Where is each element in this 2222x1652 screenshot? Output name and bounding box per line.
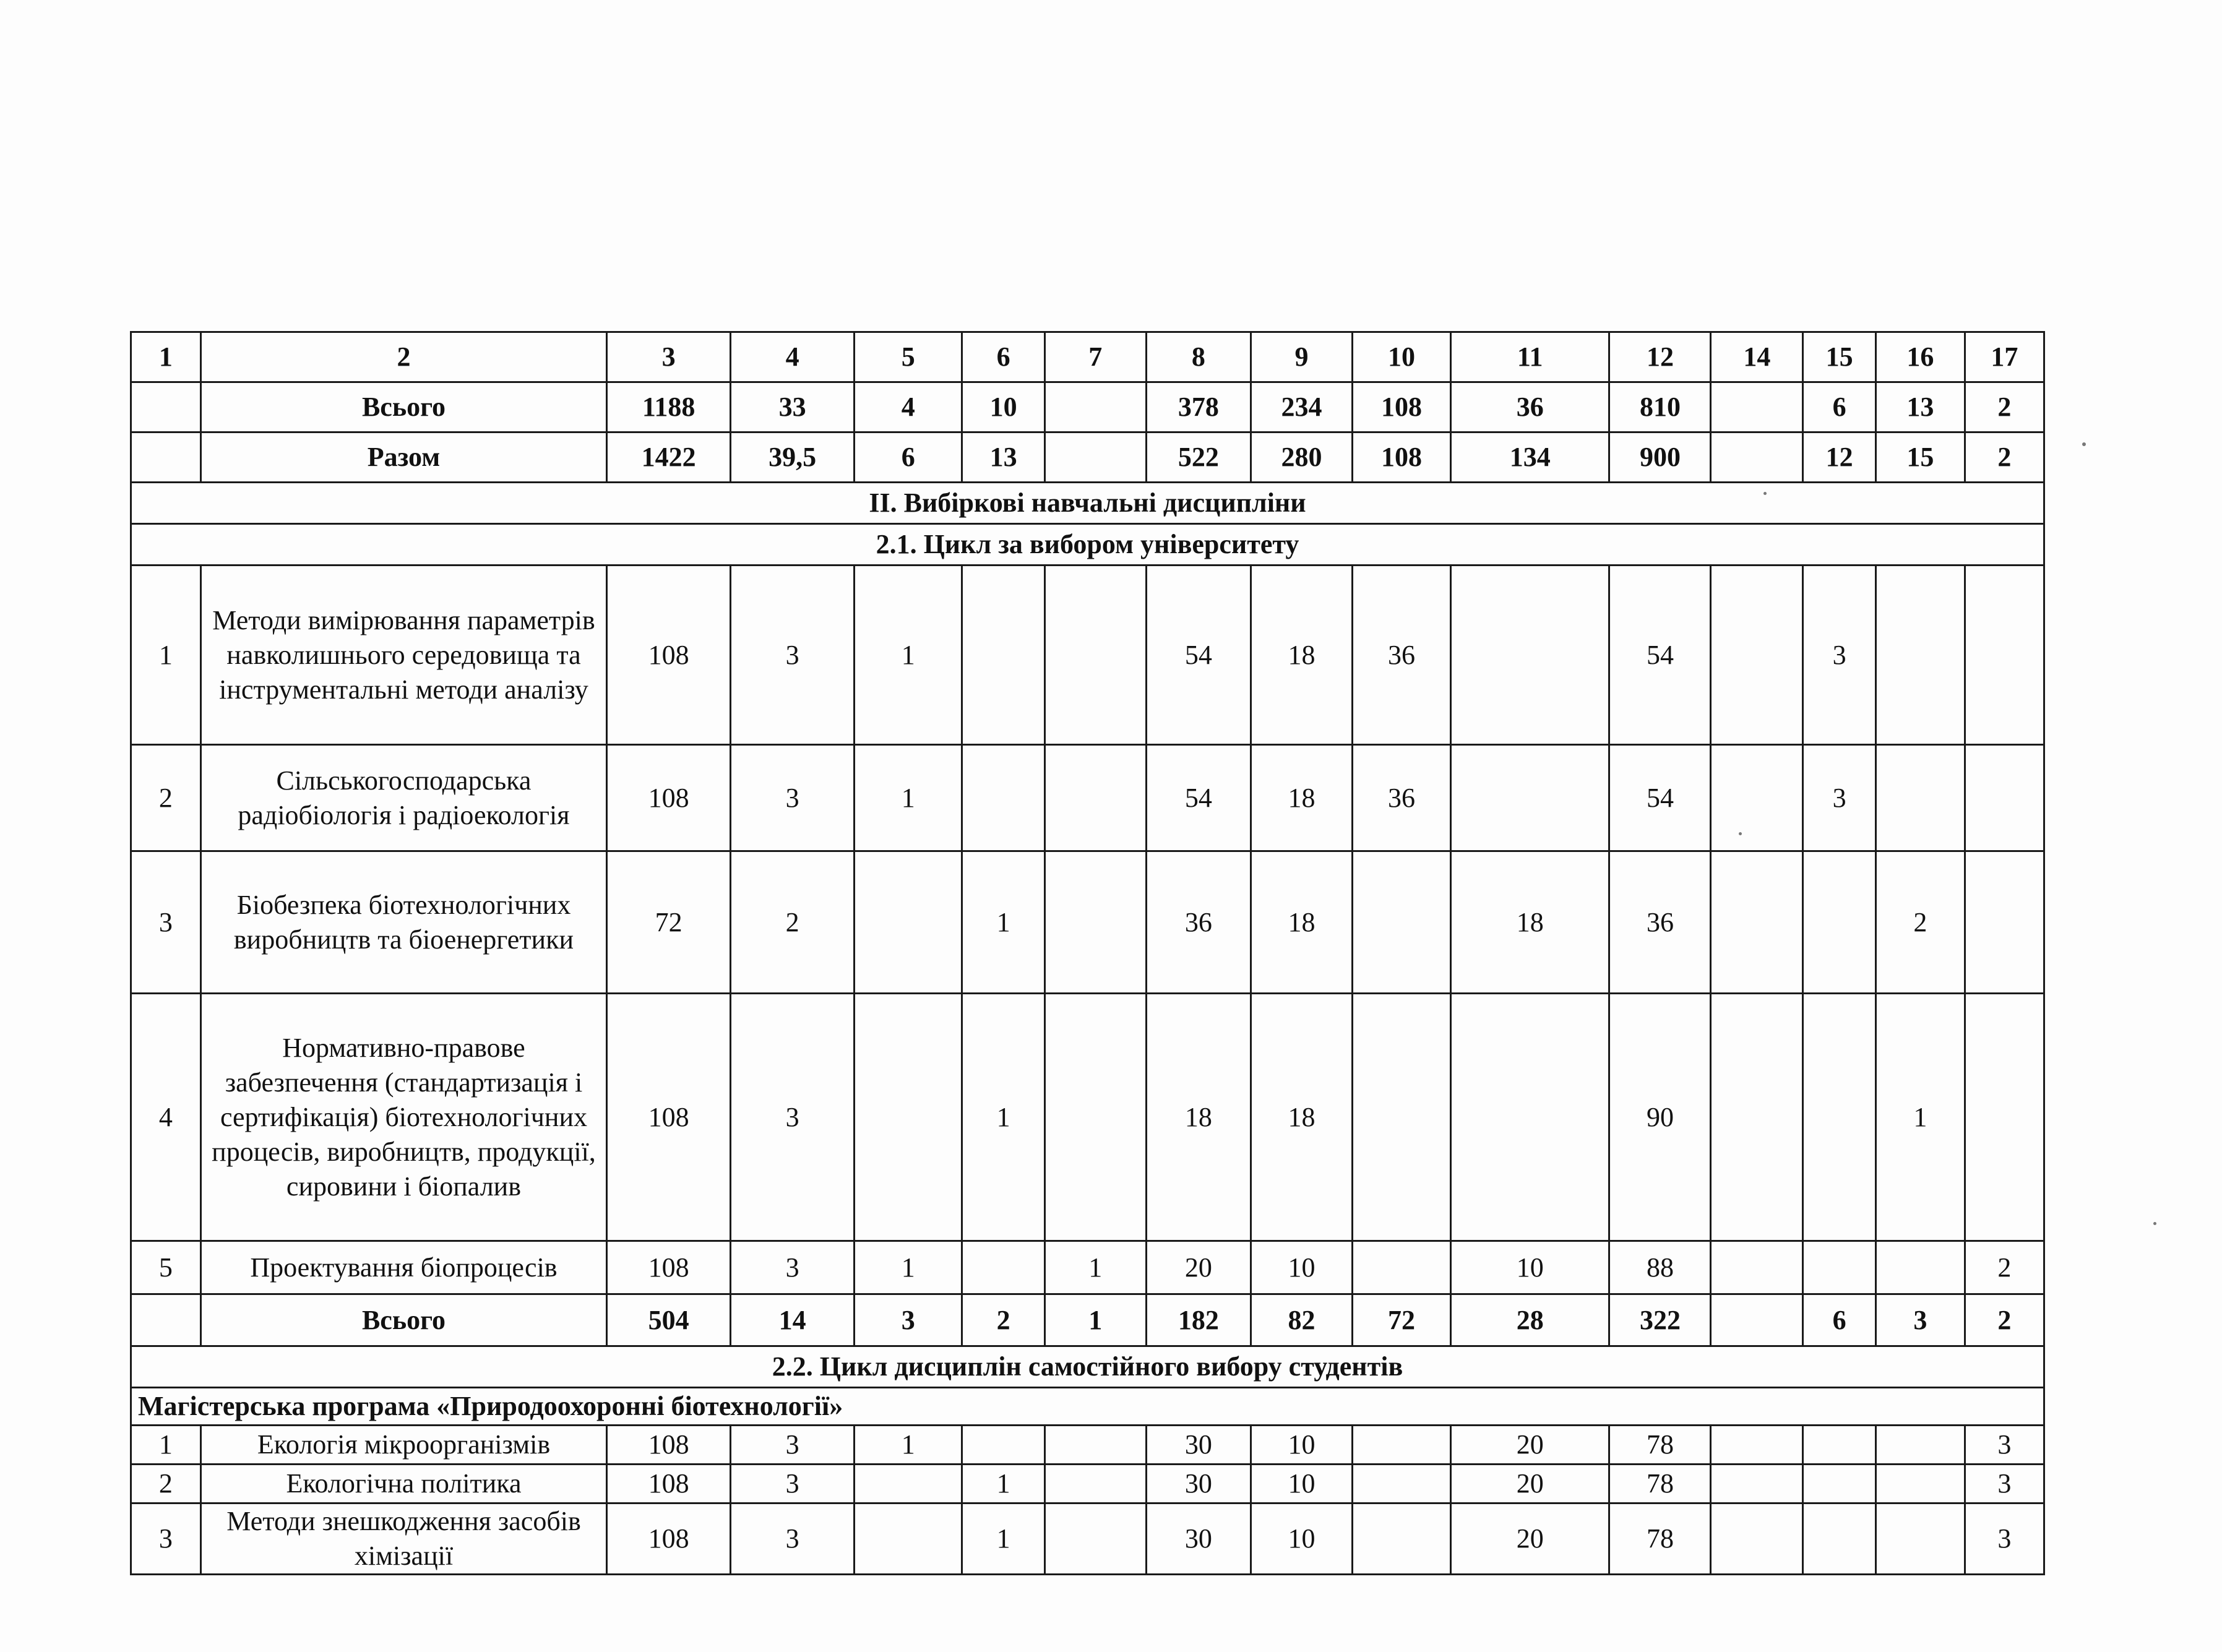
program-title-row [131,1388,2044,1426]
subsection-title: 2.1. Цикл за вибором університету [131,524,2044,566]
value-cell: 3 [731,1426,855,1465]
value-cell: 1 [962,1504,1044,1575]
value-cell [1803,1465,1876,1504]
value-cell [1353,851,1451,994]
value-cell: 2 [731,851,855,994]
row-number: 1 [131,1426,201,1465]
value-cell: 3 [731,566,855,745]
value-cell: 3 [731,1504,855,1575]
value-cell [1711,566,1803,745]
value-cell: 82 [1251,1294,1353,1346]
column-header-1: 1 [131,332,201,382]
value-cell [1965,851,2044,994]
discipline-row [131,851,2044,994]
column-header-14: 14 [1711,332,1803,382]
column-header-4: 4 [731,332,855,382]
value-cell [855,994,962,1241]
value-cell [1044,432,1146,483]
value-cell: 108 [1353,432,1451,483]
value-cell: 6 [855,432,962,483]
value-cell: 18 [1251,851,1353,994]
value-cell: 1 [855,745,962,851]
value-cell: 504 [607,1294,731,1346]
value-cell: 90 [1609,994,1711,1241]
discipline-name: Екологічна політика [200,1465,606,1504]
program-title: Магістерська програма «Природоохоронні біотехнології» [131,1388,2044,1426]
value-cell [855,851,962,994]
value-cell: 20 [1146,1241,1251,1294]
value-cell [962,1241,1044,1294]
value-cell [1044,745,1146,851]
value-cell: 900 [1609,432,1711,483]
value-cell: 10 [1251,1504,1353,1575]
value-cell: 2 [1876,851,1965,994]
value-cell [1965,745,2044,851]
value-cell [1711,851,1803,994]
column-header-15: 15 [1803,332,1876,382]
value-cell: 20 [1451,1504,1609,1575]
column-number-header-row [131,332,2044,382]
subsection-title: 2.2. Цикл дисциплін самостійного вибору студентів [131,1346,2044,1388]
value-cell: 2 [962,1294,1044,1346]
value-cell: 1 [962,1465,1044,1504]
value-cell: 10 [1451,1241,1609,1294]
discipline-name: Методи вимірювання параметрів навколишнього середовища та інструментальні методи аналізу [200,566,606,745]
value-cell: 30 [1146,1465,1251,1504]
value-cell [1044,1465,1146,1504]
value-cell [1451,566,1609,745]
value-cell [1711,1504,1803,1575]
value-cell [1803,1241,1876,1294]
discipline-name: Всього [200,382,606,432]
column-header-6: 6 [962,332,1044,382]
column-header-17: 17 [1965,332,2044,382]
value-cell: 3 [855,1294,962,1346]
row-number: 2 [131,745,201,851]
value-cell [1803,851,1876,994]
value-cell [1965,566,2044,745]
value-cell: 3 [731,1465,855,1504]
row-number [131,1294,201,1346]
value-cell: 108 [607,994,731,1241]
total-row [131,382,2044,432]
value-cell: 1 [1044,1294,1146,1346]
value-cell: 134 [1451,432,1609,483]
value-cell: 36 [1451,382,1609,432]
value-cell [1803,1426,1876,1465]
value-cell [1876,745,1965,851]
value-cell: 3 [1876,1294,1965,1346]
value-cell: 108 [607,1504,731,1575]
value-cell: 13 [1876,382,1965,432]
value-cell: 1 [855,566,962,745]
value-cell: 13 [962,432,1044,483]
value-cell: 18 [1451,851,1609,994]
value-cell: 39,5 [731,432,855,483]
value-cell [1876,1426,1965,1465]
discipline-row [131,566,2044,745]
discipline-row [131,1465,2044,1504]
column-header-9: 9 [1251,332,1353,382]
value-cell: 280 [1251,432,1353,483]
value-cell: 12 [1803,432,1876,483]
value-cell: 20 [1451,1465,1609,1504]
value-cell: 3 [1965,1426,2044,1465]
discipline-name: Проектування біопроцесів [200,1241,606,1294]
row-number: 2 [131,1465,201,1504]
column-header-5: 5 [855,332,962,382]
value-cell: 18 [1251,745,1353,851]
value-cell: 36 [1353,566,1451,745]
discipline-row [131,1426,2044,1465]
value-cell: 2 [1965,382,2044,432]
value-cell [1044,1504,1146,1575]
value-cell: 3 [1803,745,1876,851]
discipline-row [131,1241,2044,1294]
value-cell: 108 [607,1426,731,1465]
value-cell: 6 [1803,382,1876,432]
discipline-name: Разом [200,432,606,483]
value-cell [1803,1504,1876,1575]
value-cell: 36 [1146,851,1251,994]
value-cell: 3 [1965,1465,2044,1504]
column-header-8: 8 [1146,332,1251,382]
value-cell [1711,432,1803,483]
value-cell [1353,1504,1451,1575]
section-title-row [131,483,2044,524]
value-cell: 30 [1146,1426,1251,1465]
value-cell [1044,1426,1146,1465]
value-cell: 10 [1251,1465,1353,1504]
value-cell: 234 [1251,382,1353,432]
value-cell: 108 [607,566,731,745]
value-cell [855,1504,962,1575]
value-cell: 322 [1609,1294,1711,1346]
value-cell [1711,1294,1803,1346]
section-title: II. Вибіркові навчальні дисципліни [131,483,2044,524]
value-cell: 1188 [607,382,731,432]
column-header-3: 3 [607,332,731,382]
value-cell: 33 [731,382,855,432]
column-header-10: 10 [1353,332,1451,382]
value-cell: 54 [1609,566,1711,745]
value-cell: 36 [1353,745,1451,851]
value-cell [1711,1465,1803,1504]
value-cell: 378 [1146,382,1251,432]
value-cell: 72 [1353,1294,1451,1346]
discipline-name: Всього [200,1294,606,1346]
value-cell: 78 [1609,1426,1711,1465]
value-cell: 1 [962,851,1044,994]
value-cell [1711,745,1803,851]
value-cell: 3 [1803,566,1876,745]
value-cell [1876,1465,1965,1504]
value-cell [962,566,1044,745]
value-cell: 78 [1609,1465,1711,1504]
value-cell [1711,994,1803,1241]
subsection-title-row [131,524,2044,566]
discipline-name: Нормативно-правове забезпечення (стандартизація і сертифікація) біотехнологічних процесів, виробництв, продукції, сировини і біопалив [200,994,606,1241]
discipline-row [131,745,2044,851]
value-cell: 10 [962,382,1044,432]
value-cell [1876,1504,1965,1575]
value-cell [1353,1241,1451,1294]
value-cell: 4 [855,382,962,432]
row-number [131,432,201,483]
value-cell [1711,1241,1803,1294]
value-cell: 72 [607,851,731,994]
value-cell [962,1426,1044,1465]
value-cell: 10 [1251,1241,1353,1294]
row-number: 1 [131,566,201,745]
value-cell: 3 [1965,1504,2044,1575]
value-cell: 1 [1876,994,1965,1241]
value-cell: 108 [607,1465,731,1504]
value-cell [1711,382,1803,432]
value-cell: 28 [1451,1294,1609,1346]
value-cell: 522 [1146,432,1251,483]
value-cell [1876,1241,1965,1294]
value-cell [1711,1426,1803,1465]
value-cell: 30 [1146,1504,1251,1575]
value-cell: 182 [1146,1294,1251,1346]
column-header-2: 2 [200,332,606,382]
value-cell [1451,994,1609,1241]
row-number [131,382,201,432]
value-cell: 3 [731,1241,855,1294]
subsection-title-row [131,1346,2044,1388]
value-cell: 1 [1044,1241,1146,1294]
discipline-name: Методи знешкодження засобів хімізації [200,1504,606,1575]
value-cell: 1 [962,994,1044,1241]
value-cell [1044,566,1146,745]
scan-speck [2153,1222,2156,1225]
total-row [131,432,2044,483]
value-cell: 54 [1609,745,1711,851]
discipline-row [131,1504,2044,1575]
value-cell: 78 [1609,1504,1711,1575]
discipline-name: Сільськогосподарська радіобіологія і радіоекологія [200,745,606,851]
value-cell [1353,1426,1451,1465]
value-cell: 810 [1609,382,1711,432]
value-cell: 36 [1609,851,1711,994]
row-number: 3 [131,1504,201,1575]
value-cell: 108 [607,745,731,851]
column-header-11: 11 [1451,332,1609,382]
discipline-name: Екологія мікроорганізмів [200,1426,606,1465]
value-cell [1353,1465,1451,1504]
value-cell: 54 [1146,566,1251,745]
value-cell [1044,382,1146,432]
value-cell: 108 [607,1241,731,1294]
value-cell: 1 [855,1241,962,1294]
discipline-name: Біобезпека біотехнологічних виробництв та біоенергетики [200,851,606,994]
value-cell: 2 [1965,1241,2044,1294]
column-header-16: 16 [1876,332,1965,382]
value-cell: 2 [1965,1294,2044,1346]
value-cell: 1 [855,1426,962,1465]
row-number: 3 [131,851,201,994]
value-cell: 18 [1251,994,1353,1241]
table-body [131,332,2044,1575]
value-cell: 18 [1251,566,1353,745]
value-cell: 54 [1146,745,1251,851]
value-cell: 3 [731,994,855,1241]
value-cell [1353,994,1451,1241]
value-cell [1451,745,1609,851]
curriculum-table [130,331,2045,1575]
value-cell: 15 [1876,432,1965,483]
value-cell: 2 [1965,432,2044,483]
value-cell [1044,851,1146,994]
value-cell: 3 [731,745,855,851]
cycle-total-row [131,1294,2044,1346]
row-number: 5 [131,1241,201,1294]
scan-speck [2082,442,2086,446]
value-cell [962,745,1044,851]
value-cell: 108 [1353,382,1451,432]
value-cell [1044,994,1146,1241]
value-cell [1803,994,1876,1241]
discipline-row [131,994,2044,1241]
column-header-12: 12 [1609,332,1711,382]
value-cell: 6 [1803,1294,1876,1346]
value-cell: 20 [1451,1426,1609,1465]
value-cell: 88 [1609,1241,1711,1294]
value-cell [1965,994,2044,1241]
value-cell [1876,566,1965,745]
value-cell: 14 [731,1294,855,1346]
value-cell: 18 [1146,994,1251,1241]
value-cell: 10 [1251,1426,1353,1465]
value-cell [855,1465,962,1504]
column-header-7: 7 [1044,332,1146,382]
value-cell: 1422 [607,432,731,483]
row-number: 4 [131,994,201,1241]
